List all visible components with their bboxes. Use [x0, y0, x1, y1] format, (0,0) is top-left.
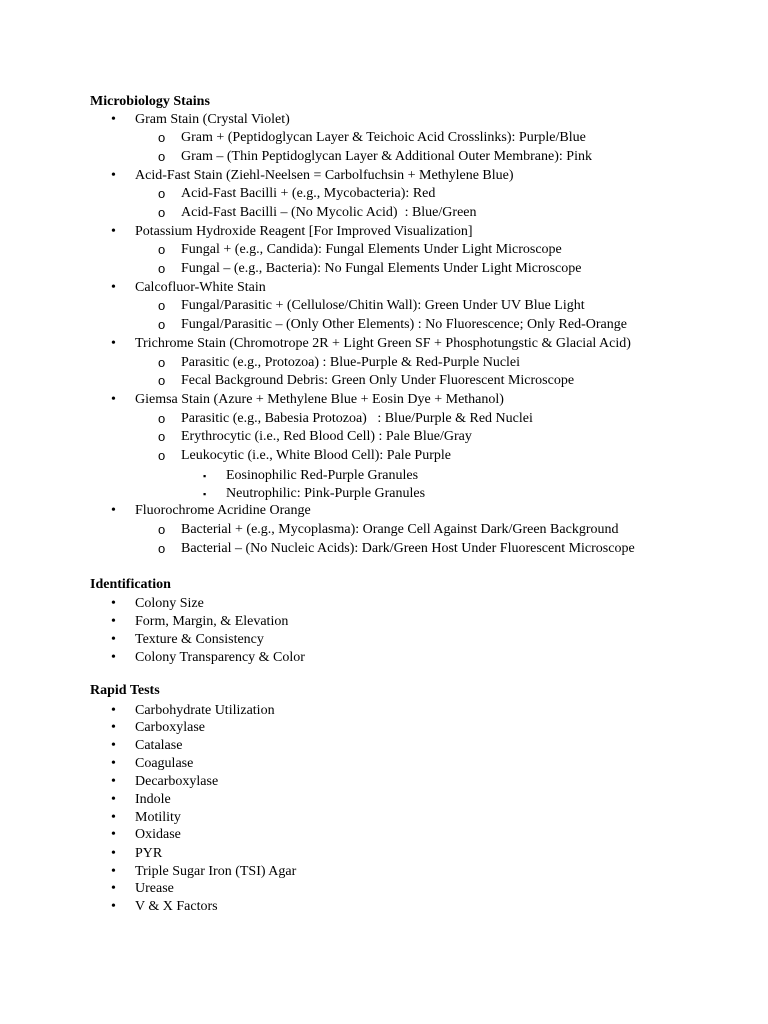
bullet-marker-level-2: o [158, 448, 166, 463]
rapid-list-item-level-1: Urease [135, 881, 174, 896]
bullet-marker-level-1: • [111, 827, 116, 842]
bullet-marker-level-1: • [111, 650, 116, 665]
stains-list-item-level-1: Acid-Fast Stain (Ziehl-Neelsen = Carbolfuchsin + Methylene Blue) [135, 168, 514, 183]
bullet-marker-level-1: • [111, 774, 116, 789]
bullet-marker-level-1: • [111, 336, 116, 351]
bullet-marker-level-2: o [158, 205, 166, 220]
stains-list-item-level-2: Gram + (Peptidoglycan Layer & Teichoic Acid Crosslinks): Purple/Blue [181, 130, 586, 145]
bullet-marker-level-2: o [158, 541, 166, 556]
stains-list-item-level-2: Acid-Fast Bacilli – (No Mycolic Acid) : Blue/Green [181, 205, 477, 220]
stains-list-item-level-2: Fungal – (e.g., Bacteria): No Fungal Elements Under Light Microscope [181, 261, 582, 276]
stains-list-item-level-2: Fungal + (e.g., Candida): Fungal Elements Under Light Microscope [181, 242, 562, 257]
bullet-marker-level-2: o [158, 130, 166, 145]
stains-list-item-level-2: Bacterial – (No Nucleic Acids): Dark/Green Host Under Fluorescent Microscope [181, 541, 635, 556]
stains-list-item-level-3: Neutrophilic: Pink-Purple Granules [226, 486, 426, 501]
bullet-marker-level-1: • [111, 596, 116, 611]
bullet-marker-level-2: o [158, 298, 166, 313]
bullet-marker-level-2: o [158, 429, 166, 444]
bullet-marker-level-2: o [158, 317, 166, 332]
stains-list-item-level-2: Fungal/Parasitic + (Cellulose/Chitin Wall): Green Under UV Blue Light [181, 298, 585, 313]
bullet-marker-level-2: o [158, 522, 166, 537]
stains-list-item-level-2: Gram – (Thin Peptidoglycan Layer & Additional Outer Membrane): Pink [181, 149, 592, 164]
bullet-marker-level-1: • [111, 112, 116, 127]
bullet-marker-level-1: • [111, 792, 116, 807]
bullet-marker-level-1: • [111, 864, 116, 879]
bullet-marker-level-1: • [111, 720, 116, 735]
stains-list-item-level-2: Acid-Fast Bacilli + (e.g., Mycobacteria): Red [181, 186, 436, 201]
bullet-marker-level-1: • [111, 503, 116, 518]
bullet-marker-level-1: • [111, 846, 116, 861]
bullet-marker-level-2: o [158, 411, 166, 426]
bullet-marker-level-2: o [158, 186, 166, 201]
bullet-marker-level-2: o [158, 355, 166, 370]
identification-list-item-level-1: Form, Margin, & Elevation [135, 614, 289, 629]
bullet-marker-level-2: o [158, 261, 166, 276]
stains-list-item-level-1: Giemsa Stain (Azure + Methylene Blue + Eosin Dye + Methanol) [135, 392, 504, 407]
identification-list-item-level-1: Colony Transparency & Color [135, 650, 305, 665]
rapid-list-item-level-1: Coagulase [135, 756, 194, 771]
rapid-list-item-level-1: Carbohydrate Utilization [135, 703, 275, 718]
bullet-marker-level-3: ▪ [203, 489, 207, 499]
identification-list-item-level-1: Colony Size [135, 596, 204, 611]
rapid-list-item-level-1: Carboxylase [135, 720, 205, 735]
bullet-marker-level-1: • [111, 280, 116, 295]
rapid-list-item-level-1: PYR [135, 846, 163, 861]
bullet-marker-level-2: o [158, 149, 166, 164]
stains-list-item-level-1: Trichrome Stain (Chromotrope 2R + Light Green SF + Phosphotungstic & Glacial Acid) [135, 336, 631, 351]
bullet-marker-level-1: • [111, 392, 116, 407]
rapid-list-item-level-1: Indole [135, 792, 171, 807]
stains-list-item-level-3: Eosinophilic Red-Purple Granules [226, 468, 419, 483]
bullet-marker-level-2: o [158, 242, 166, 257]
stains-list-item-level-1: Fluorochrome Acridine Orange [135, 503, 311, 518]
bullet-marker-level-1: • [111, 632, 116, 647]
bullet-marker-level-1: • [111, 168, 116, 183]
rapid-list-item-level-1: Triple Sugar Iron (TSI) Agar [135, 864, 297, 879]
identification-list-item-level-1: Texture & Consistency [135, 632, 264, 647]
stains-list-item-level-2: Erythrocytic (i.e., Red Blood Cell) : Pale Blue/Gray [181, 429, 472, 444]
bullet-marker-level-3: ▪ [203, 471, 207, 481]
stains-list-item-level-1: Calcofluor-White Stain [135, 280, 266, 295]
section-title-rapid-tests: Rapid Tests [90, 683, 160, 698]
stains-list-item-level-1: Potassium Hydroxide Reagent [For Improved Visualization] [135, 224, 473, 239]
rapid-list-item-level-1: Motility [135, 810, 181, 825]
section-title-identification: Identification [90, 577, 171, 592]
stains-list-item-level-2: Bacterial + (e.g., Mycoplasma): Orange Cell Against Dark/Green Background [181, 522, 619, 537]
bullet-marker-level-1: • [111, 899, 116, 914]
bullet-marker-level-1: • [111, 224, 116, 239]
bullet-marker-level-1: • [111, 614, 116, 629]
bullet-marker-level-1: • [111, 703, 116, 718]
section-title-stains: Microbiology Stains [90, 94, 210, 109]
rapid-list-item-level-1: Decarboxylase [135, 774, 219, 789]
bullet-marker-level-1: • [111, 756, 116, 771]
stains-list-item-level-1: Gram Stain (Crystal Violet) [135, 112, 290, 127]
bullet-marker-level-1: • [111, 810, 116, 825]
rapid-list-item-level-1: Catalase [135, 738, 183, 753]
stains-list-item-level-2: Leukocytic (i.e., White Blood Cell): Pale Purple [181, 448, 451, 463]
bullet-marker-level-2: o [158, 373, 166, 388]
bullet-marker-level-1: • [111, 738, 116, 753]
rapid-list-item-level-1: V & X Factors [135, 899, 218, 914]
bullet-marker-level-1: • [111, 881, 116, 896]
rapid-list-item-level-1: Oxidase [135, 827, 181, 842]
stains-list-item-level-2: Parasitic (e.g., Babesia Protozoa) : Blue/Purple & Red Nuclei [181, 411, 533, 426]
stains-list-item-level-2: Fungal/Parasitic – (Only Other Elements) : No Fluorescence; Only Red-Orange [181, 317, 627, 332]
stains-list-item-level-2: Fecal Background Debris: Green Only Under Fluorescent Microscope [181, 373, 575, 388]
stains-list-item-level-2: Parasitic (e.g., Protozoa) : Blue-Purple & Red-Purple Nuclei [181, 355, 521, 370]
